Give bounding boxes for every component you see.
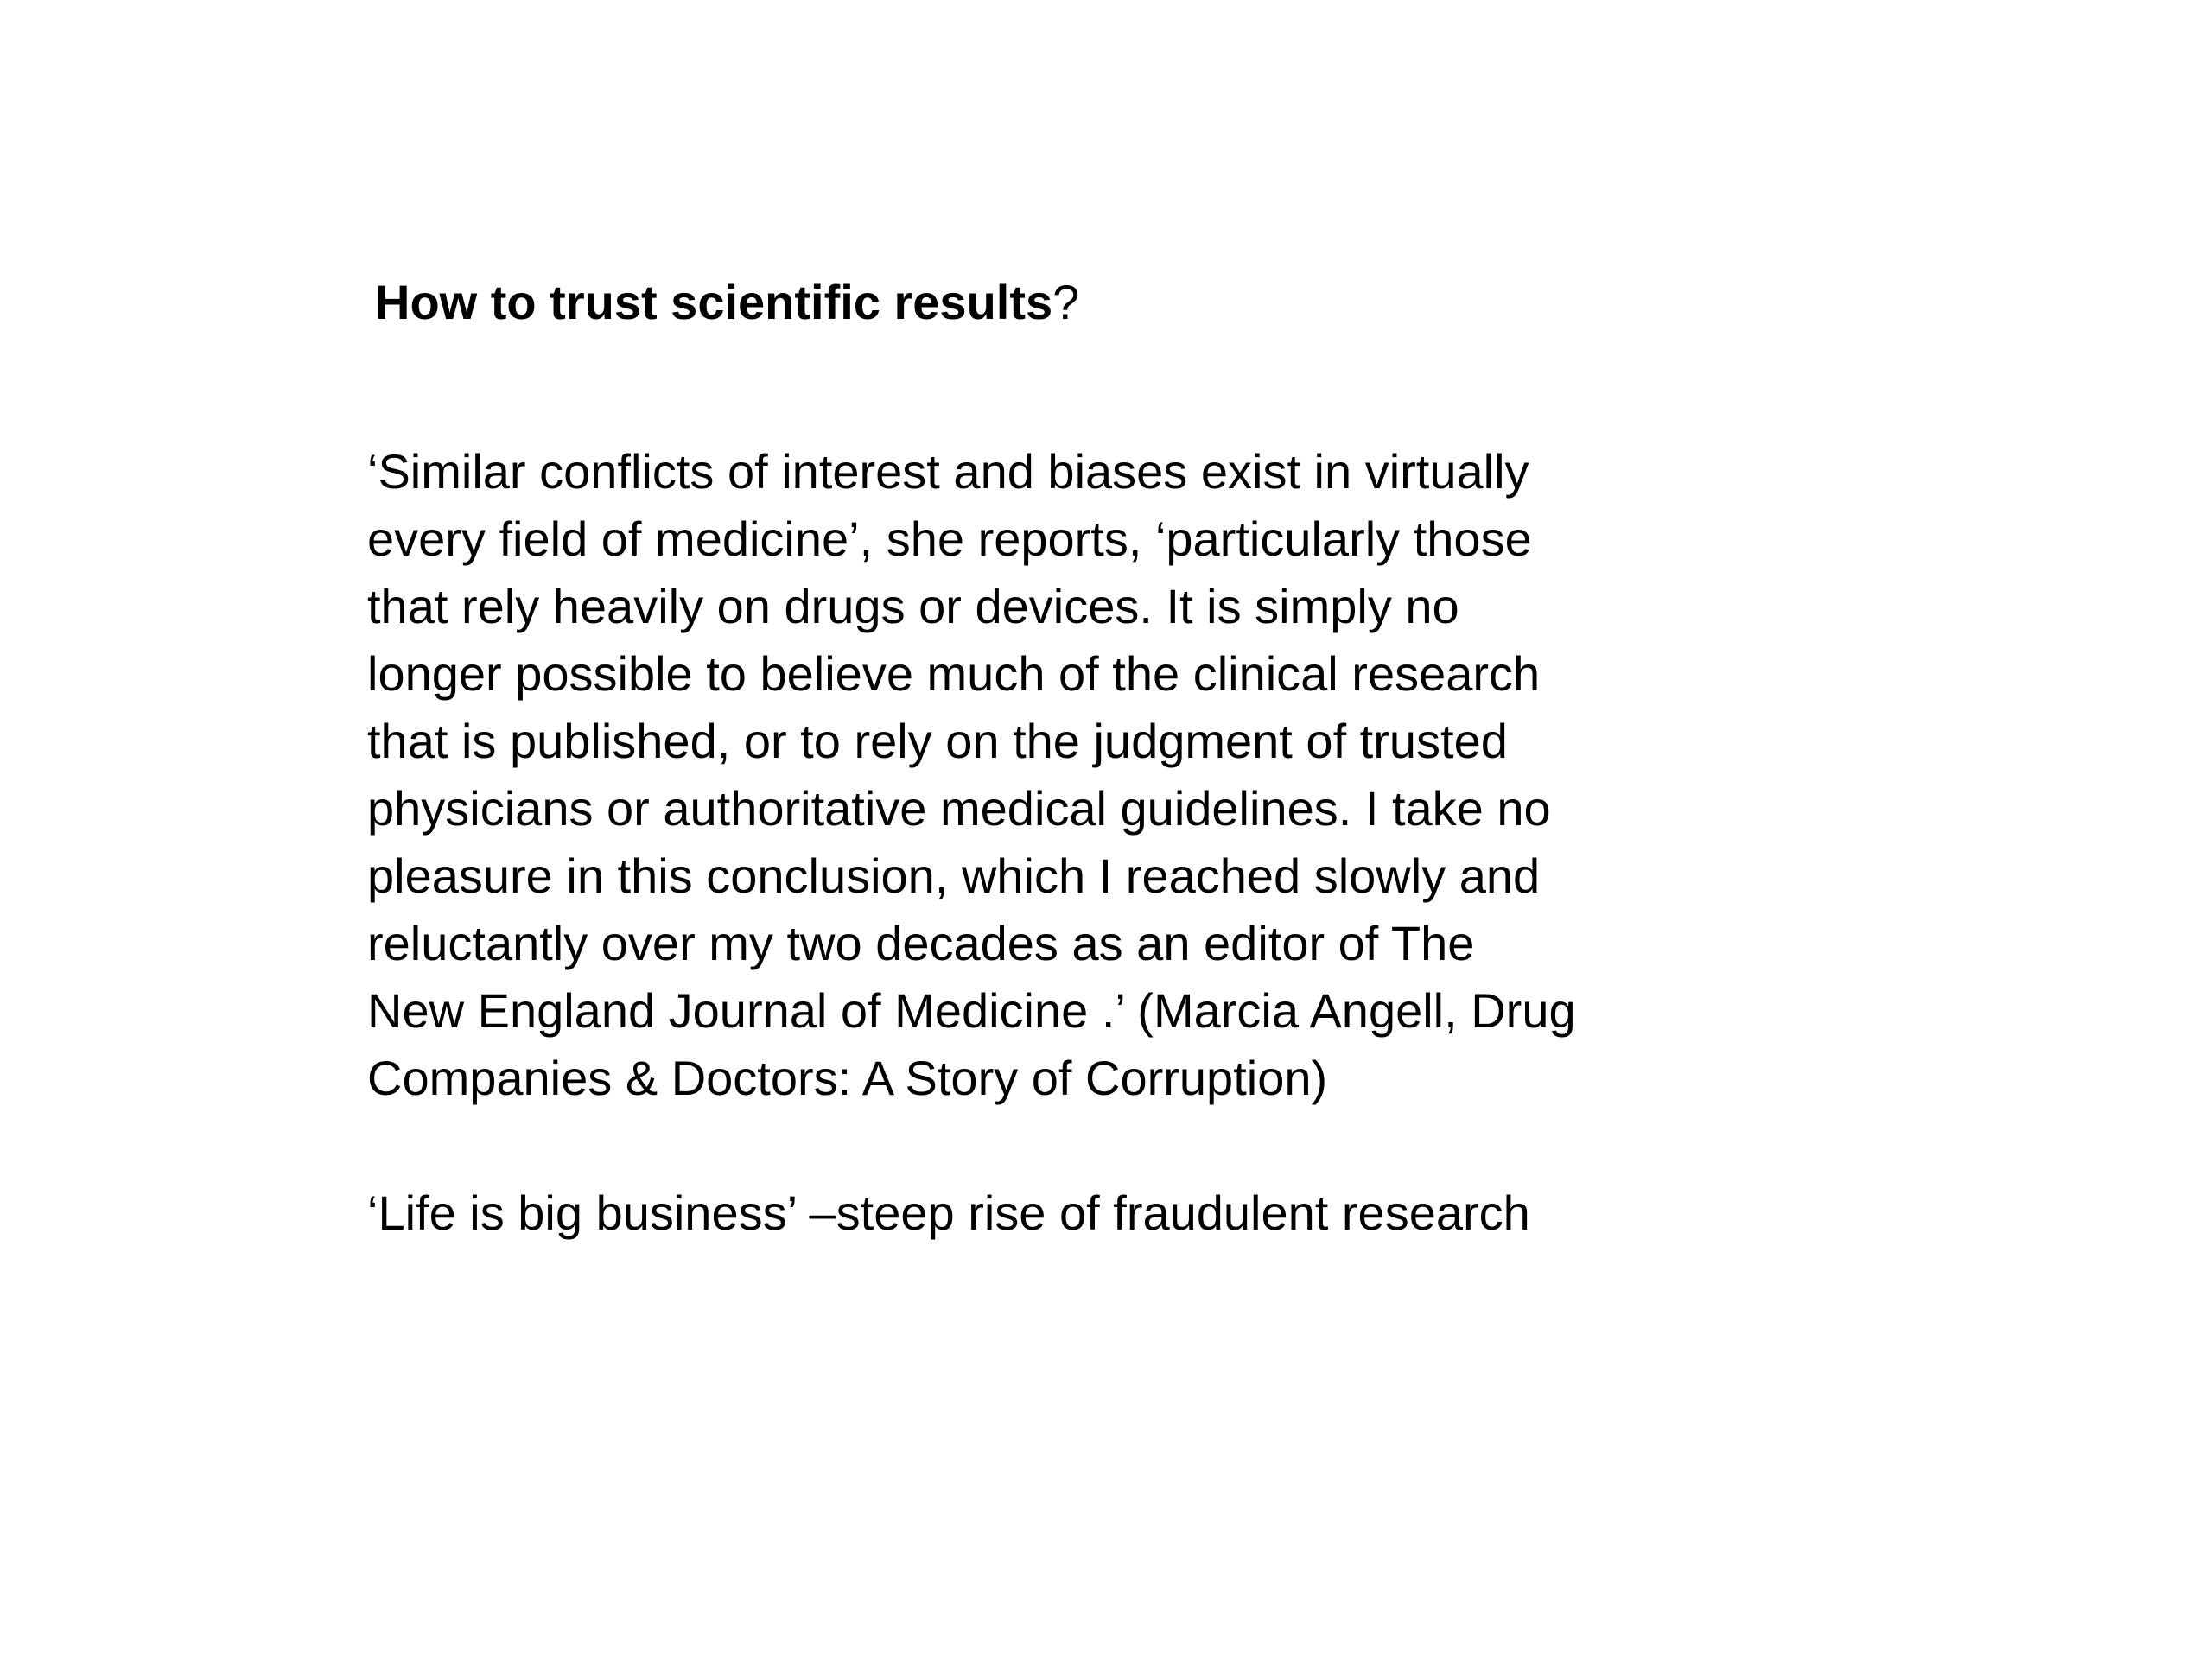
slide-title-bold: How to trust scientific results [375,275,1053,329]
quote-line: longer possible to believe much of the clinical research [367,646,1541,701]
tagline: ‘Life is big business’ –steep rise of fraudulent research [367,1185,1530,1240]
quote-line: that is published, or to rely on the judgment of trusted [367,714,1508,768]
quote-block [367,438,1750,1112]
quote-line: every field of medicine’, she reports, ‘particularly those [367,512,1532,566]
quote-line: physicians or authoritative medical guidelines. I take no [367,781,1551,836]
quote-line: New England Journal of Medicine .’ (Marcia Angell, Drug [367,983,1576,1038]
quote-line: reluctantly over my two decades as an editor of The [367,916,1475,970]
slide-title [375,268,1079,337]
slide-title-question-mark: ? [1052,275,1080,329]
quote-line: Companies & Doctors: A Story of Corruption) [367,1051,1328,1105]
quote-line: that rely heavily on drugs or devices. It is simply no [367,579,1459,633]
quote-line: ‘Similar conflicts of interest and biases exist in virtually [367,444,1529,499]
quote-line: pleasure in this conclusion, which I reached slowly and [367,849,1541,903]
